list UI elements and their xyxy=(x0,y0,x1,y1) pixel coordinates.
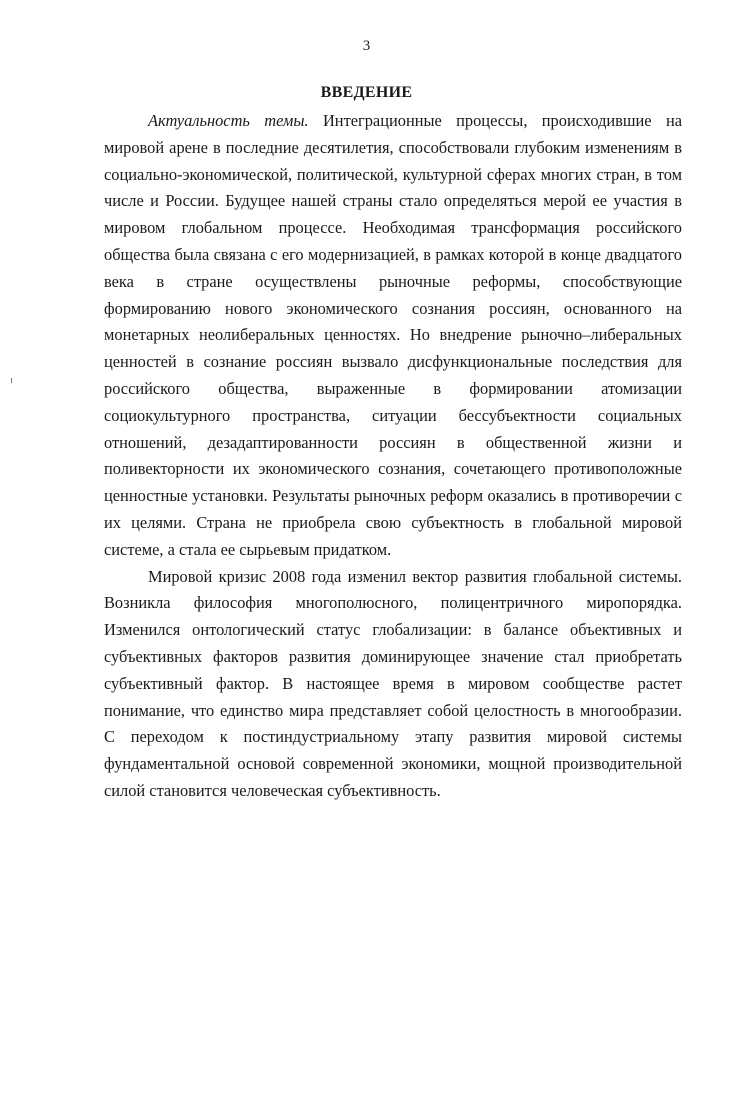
paragraph-relevance xyxy=(104,108,682,564)
margin-mark xyxy=(11,378,12,383)
paragraph-lead: Актуальность темы. xyxy=(148,111,309,130)
paragraph-text: Интеграционные процессы, происходившие на мировой арене в последние десятилетия, способствовали глубоким изменениям в социально-экономической, политической, культурной сферах многих стран, в том числе и России. Будущее нашей страны стало определяться мерой ее участия в мировом глобальном процессе. Необходимая трансформация российского общества была связана с его модернизацией, в рамках которой в конце двадцатого века в стране осуществлены рыночные реформы, способствующие формированию нового экономического сознания россиян, основанного на монетарных неолиберальных ценностях. Но внедрение рыночно–либеральных ценностей в сознание россиян вызвало дисфункциональные последствия для российского общества, выраженные в формировании атомизации социокультурного пространства, ситуации бессубъектности социальных отношений, дезадаптированности россиян в общественной жизни и поливекторности их экономического сознания, сочетающего противоположные ценностные установки. Результаты рыночных реформ оказались в противоречии с их целями. Страна не приобрела свою субъектность в глобальной мировой системе, а стала ее сырьевым придатком. xyxy=(104,111,682,559)
body-text xyxy=(104,108,682,805)
section-heading: ВВЕДЕНИЕ xyxy=(320,84,413,101)
paragraph-crisis xyxy=(104,564,682,805)
page-number: 3 xyxy=(362,38,371,54)
paragraph-text: Мировой кризис 2008 года изменил вектор развития глобальной системы. Возникла философия многополюсного, полицентричного миропорядка. Изменился онтологический статус глобализации: в балансе объективных и субъективных факторов развития доминирующее значение стал приобретать субъективный фактор. В настоящее время в мировом сообществе растет понимание, что единство мира представляет собой целостность в многообразии. С переходом к постиндустриальному этапу развития мировой системы фундаментальной основой современной экономики, мощной производительной силой становится человеческая субъективность. xyxy=(104,566,682,800)
